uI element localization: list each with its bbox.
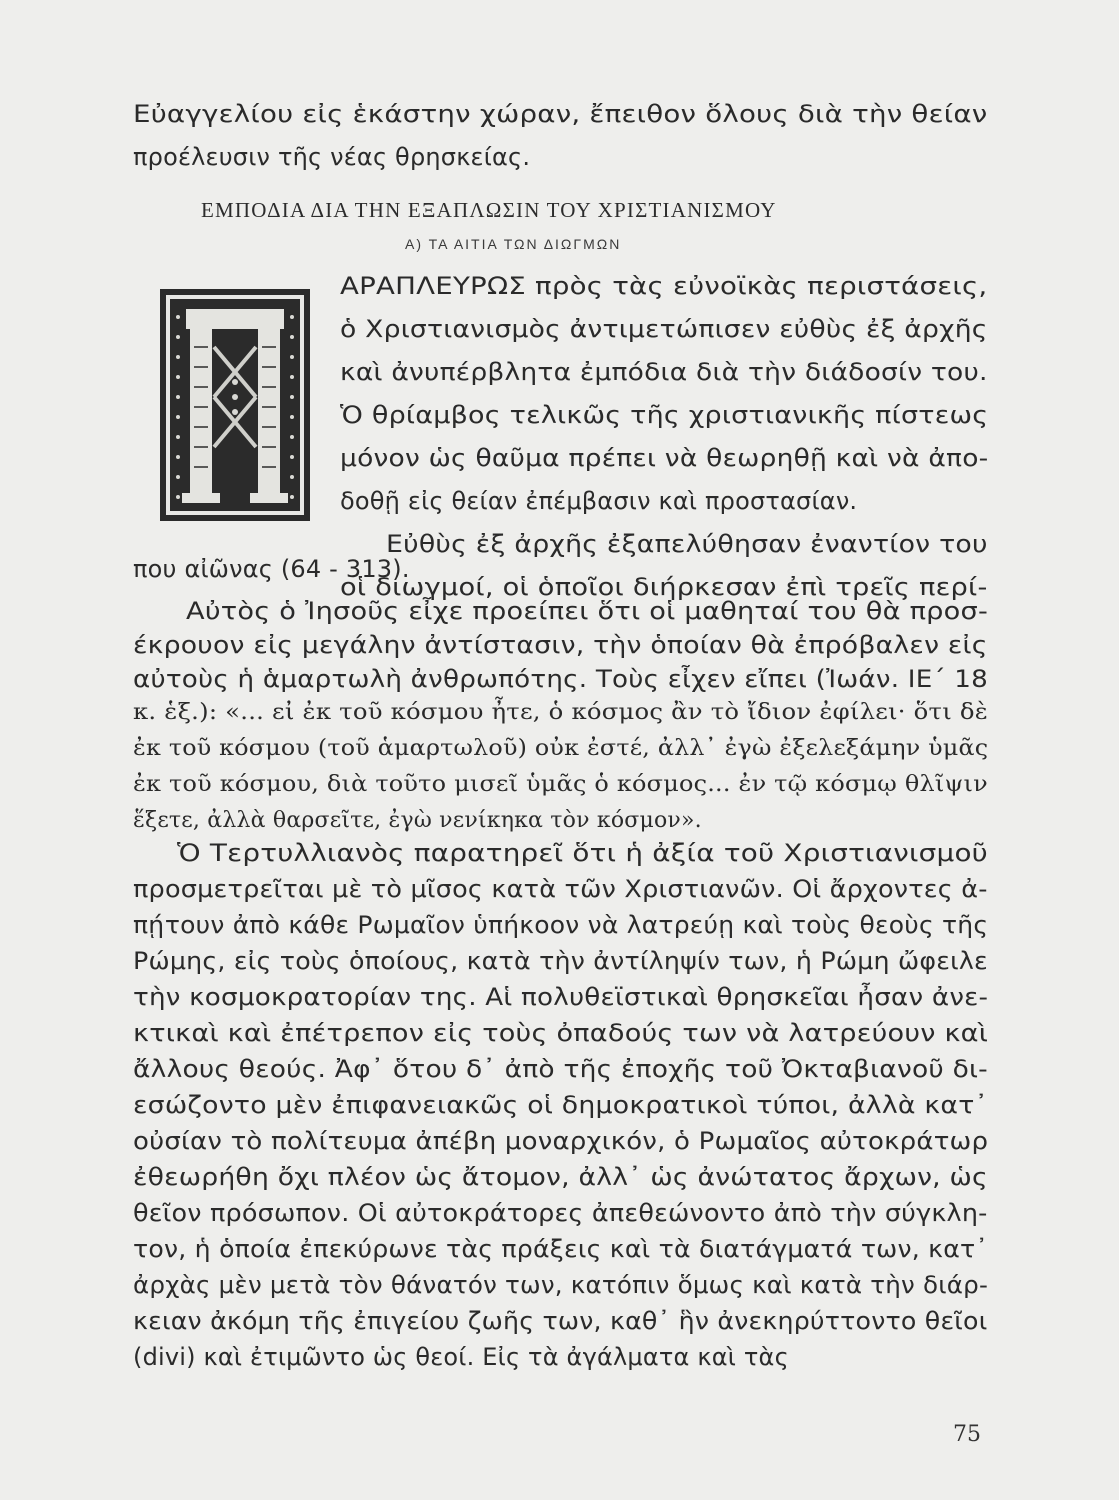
text-line: ἐκ τοῦ κόσμου, διὰ τοῦτο μισεῖ ὑμᾶς ὁ κόσμος... ἐν τῷ κόσμῳ θλῖψιν [133, 772, 988, 797]
text-line: Αὐτὸς ὁ Ἰησοῦς εἶχε προείπει ὅτι οἱ μαθηταί του θὰ προσ- [186, 597, 989, 625]
text-line: έκρουον εἰς μεγάλην ἀντίστασιν, τὴν ὁποίαν θὰ ἐπρόβαλεν εἰς [133, 631, 988, 659]
text-line: δοθῇ εἰς θείαν ἐπέμβασιν καὶ προστασίαν. [340, 487, 858, 515]
text-line: Εὐθὺς ἐξ ἀρχῆς ἐξαπελύθησαν ἐναντίον του [386, 530, 988, 558]
ornamental-initial-pi-icon [158, 287, 312, 523]
text-line: (divi) καὶ ἐτιμῶντο ὡς θεοί. Εἰς τὰ ἀγάλματα καὶ τὰς [133, 1343, 789, 1371]
text-line: μόνον ὡς θαῦμα πρέπει νὰ θεωρηθῇ καὶ νὰ ἀπο- [340, 444, 989, 472]
text-line: κειαν ἀκόμη τῆς ἐπιγείου ζωῆς των, καθ᾿ ἣν ἀνεκηρύττοντο θεῖοι [133, 1307, 988, 1335]
text-line: θεῖον πρόσωπον. Οἱ αὐτοκράτορες ἀπεθεώνοντο ἀπὸ τὴν σύγκλη- [133, 1199, 988, 1227]
text-line: ἕξετε, ἀλλὰ θαρσεῖτε, ἐγὼ νενίκηκα τὸν κόσμον». [133, 808, 702, 833]
text-line: ἀρχὰς μὲν μετὰ τὸν θάνατόν των, κατόπιν ὅμως καὶ κατὰ τὴν διάρ- [133, 1271, 989, 1299]
text-line: Ρώμης, εἰς τοὺς ὁποίους, κατὰ τὴν ἀντίληψίν των, ἡ Ρώμη ὤφειλε [133, 947, 988, 975]
section-heading: ΕΜΠΟΔΙΑ ΔΙΑ ΤΗΝ ΕΞΑΠΛΩΣΙΝ ΤΟΥ ΧΡΙΣΤΙΑΝΙΣΜΟΥ [201, 198, 777, 222]
text-line: που αἰῶνας (64 - 313). [133, 555, 410, 583]
text-line: ἐθεωρήθη ὄχι πλέον ὡς ἄτομον, ἀλλ᾿ ὡς ἀνώτατος ἄρχων, ὡς [133, 1163, 988, 1191]
text-line: πῄτουν ἀπὸ κάθε Ρωμαῖον ὑπήκοον νὰ λατρεύῃ καὶ τοὺς θεοὺς τῆς [133, 911, 989, 939]
text-line: τον, ἡ ὁποία ἐπεκύρωνε τὰς πράξεις καὶ τὰ διατάγματά των, κατ᾿ [133, 1235, 989, 1263]
text-line: Ὁ Τερτυλλιανὸς παρατηρεῖ ὅτι ἡ ἀξία τοῦ Χριστιανισμοῦ [177, 839, 989, 867]
text-line: αὐτοὺς ἡ ἁμαρτωλὴ ἀνθρωπότης. Τοὺς εἶχεν εἴπει (Ἰωάν. ΙΕ΄ 18 [133, 665, 989, 693]
text-line: κτικαὶ καὶ ἐπέτρεπον εἰς τοὺς ὀπαδούς των νὰ λατρεύουν καὶ [133, 1019, 989, 1047]
text-line: τὴν κοσμοκρατορίαν της. Αἱ πολυθεϊστικαὶ θρησκεῖαι ἦσαν ἀνε- [133, 983, 989, 1011]
text-line: οἱ διωγμοί, οἱ ὁποῖοι διήρκεσαν ἐπὶ τρεῖς περί- [340, 573, 988, 601]
text-line: κ. ἑξ.): «... εἰ ἐκ τοῦ κόσμου ἦτε, ὁ κόσμος ἂν τὸ ἴδιον ἐφίλει· ὅτι δὲ [133, 700, 989, 725]
text-line: καὶ ἀνυπέρβλητα ἐμπόδια διὰ τὴν διάδοσίν του. [340, 358, 988, 386]
text-line: ὁ Χριστιανισμὸς ἀντιμετώπισεν εὐθὺς ἐξ ἀρχῆς [340, 315, 988, 343]
text-line: οὐσίαν τὸ πολίτευμα ἀπέβη μοναρχικόν, ὁ Ρωμαῖος αὐτοκράτωρ [133, 1127, 989, 1155]
text-line: Εὐαγγελίου εἰς ἑκάστην χώραν, ἔπειθον ὅλους διὰ τὴν θείαν [133, 100, 988, 128]
text-line: εσώζοντο μὲν ἐπιφανειακῶς οἱ δημοκρατικοὶ τύποι, ἀλλὰ κατ᾿ [133, 1091, 989, 1119]
text-line: προσμετρεῖται μὲ τὸ μῖσος κατὰ τῶν Χριστιανῶν. Οἱ ἄρχοντες ἀ- [133, 875, 988, 903]
text-line: ΑΡΑΠΛΕΥΡΩΣ πρὸς τὰς εὐνοϊκὰς περιστάσεις, [340, 272, 988, 300]
text-line: ἐκ τοῦ κόσμου (τοῦ ἁμαρτωλοῦ) οὐκ ἐστέ, ἀλλ᾿ ἐγὼ ἐξελεξάμην ὑμᾶς [133, 736, 989, 761]
text-line: Ὁ θρίαμβος τελικῶς τῆς χριστιανικῆς πίστεως [340, 401, 989, 429]
section-subheading: Α) ΤΑ ΑΙΤΙΑ ΤΩΝ ΔΙΩΓΜΩΝ [405, 236, 622, 252]
page-number: 75 [953, 1422, 981, 1447]
text-line: προέλευσιν τῆς νέας θρησκείας. [133, 143, 531, 171]
text-line: ἄλλους θεούς. Ἀφ᾿ ὅτου δ᾿ ἀπὸ τῆς ἐποχῆς τοῦ Ὀκταβιανοῦ δι- [133, 1055, 988, 1083]
